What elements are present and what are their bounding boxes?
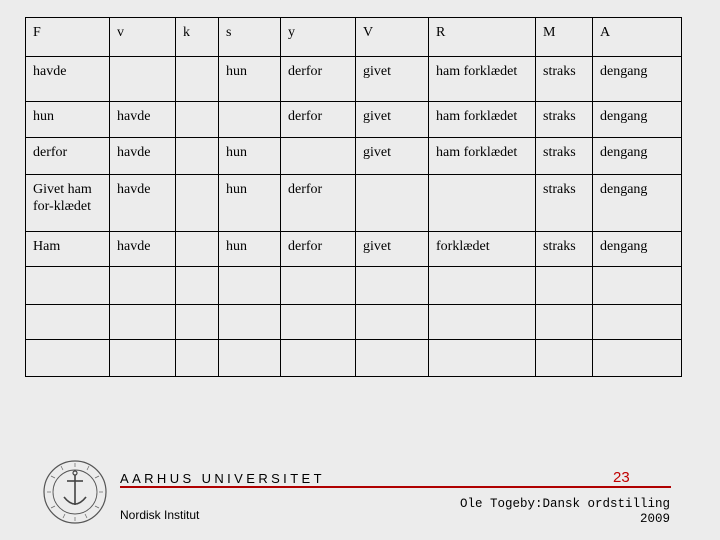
university-seal-icon bbox=[42, 459, 108, 525]
table-cell bbox=[429, 304, 536, 339]
table-row bbox=[26, 138, 682, 175]
table-cell bbox=[176, 304, 219, 339]
table-cell: havde bbox=[110, 138, 176, 175]
table-cell bbox=[219, 304, 281, 339]
table-cell: havde bbox=[110, 231, 176, 266]
table-cell bbox=[536, 340, 593, 377]
table-header-row bbox=[26, 18, 682, 57]
table-cell bbox=[219, 267, 281, 305]
table-cell bbox=[281, 340, 356, 377]
table-cell bbox=[593, 304, 682, 339]
header-cell: R bbox=[429, 18, 536, 57]
table-cell bbox=[176, 138, 219, 175]
table-cell: givet bbox=[356, 138, 429, 175]
table-cell: derfor bbox=[281, 101, 356, 138]
table-cell bbox=[110, 304, 176, 339]
table-row bbox=[26, 231, 682, 266]
page-number: 23 bbox=[613, 469, 630, 486]
table-cell bbox=[176, 267, 219, 305]
table-cell: ham forklædet bbox=[429, 56, 536, 101]
table-cell: Ham bbox=[26, 231, 110, 266]
table-cell: straks bbox=[536, 101, 593, 138]
table-cell: hun bbox=[219, 138, 281, 175]
table-cell bbox=[110, 340, 176, 377]
table-cell bbox=[593, 267, 682, 305]
header-cell: k bbox=[176, 18, 219, 57]
year-line: 2009 bbox=[639, 512, 670, 526]
table-row bbox=[26, 56, 682, 101]
table-cell: dengang bbox=[593, 101, 682, 138]
table-cell: Givet ham for-klædet bbox=[26, 174, 110, 231]
header-cell: M bbox=[536, 18, 593, 57]
table-cell: havde bbox=[110, 101, 176, 138]
header-cell: s bbox=[219, 18, 281, 57]
table-cell: straks bbox=[536, 56, 593, 101]
table-cell bbox=[429, 340, 536, 377]
table-cell bbox=[429, 174, 536, 231]
table-row bbox=[26, 340, 682, 377]
table-cell bbox=[176, 56, 219, 101]
table-cell bbox=[26, 340, 110, 377]
table-cell bbox=[356, 267, 429, 305]
table-cell bbox=[219, 101, 281, 138]
header-cell: y bbox=[281, 18, 356, 57]
table-cell: straks bbox=[536, 231, 593, 266]
table-cell bbox=[356, 340, 429, 377]
table-cell bbox=[176, 340, 219, 377]
table-cell bbox=[176, 174, 219, 231]
table-cell: dengang bbox=[593, 56, 682, 101]
table-cell: havde bbox=[26, 56, 110, 101]
table-cell: ham forklædet bbox=[429, 138, 536, 175]
table-cell bbox=[281, 138, 356, 175]
table-cell bbox=[26, 304, 110, 339]
table-cell bbox=[536, 267, 593, 305]
header-cell: V bbox=[356, 18, 429, 57]
university-name: AARHUS UNIVERSITET bbox=[120, 471, 325, 486]
table-cell bbox=[429, 267, 536, 305]
table-cell bbox=[536, 304, 593, 339]
table-cell: hun bbox=[219, 174, 281, 231]
table-cell: hun bbox=[219, 231, 281, 266]
table-cell: givet bbox=[356, 231, 429, 266]
table-cell: derfor bbox=[281, 56, 356, 101]
table-cell: hun bbox=[26, 101, 110, 138]
table-cell bbox=[110, 267, 176, 305]
table-cell bbox=[356, 304, 429, 339]
header-cell: F bbox=[26, 18, 110, 57]
table-cell: straks bbox=[536, 138, 593, 175]
author-line: Ole Togeby:Dansk ordstilling bbox=[459, 497, 670, 511]
footer-divider bbox=[120, 486, 671, 488]
table-row bbox=[26, 174, 682, 231]
table-cell: forklædet bbox=[429, 231, 536, 266]
table-row bbox=[26, 101, 682, 138]
table-cell: givet bbox=[356, 101, 429, 138]
table-cell bbox=[110, 56, 176, 101]
table-cell: derfor bbox=[281, 231, 356, 266]
table-cell: derfor bbox=[26, 138, 110, 175]
table-cell bbox=[593, 340, 682, 377]
table-cell: ham forklædet bbox=[429, 101, 536, 138]
table-cell: dengang bbox=[593, 174, 682, 231]
table-cell: derfor bbox=[281, 174, 356, 231]
institute-name: Nordisk Institut bbox=[120, 508, 200, 522]
table-cell: dengang bbox=[593, 231, 682, 266]
table-cell bbox=[219, 340, 281, 377]
table-cell: givet bbox=[356, 56, 429, 101]
header-cell: A bbox=[593, 18, 682, 57]
table-cell: dengang bbox=[593, 138, 682, 175]
table-row bbox=[26, 267, 682, 305]
table-cell: hun bbox=[219, 56, 281, 101]
field-scheme-table bbox=[25, 17, 682, 377]
header-cell: v bbox=[110, 18, 176, 57]
table-cell: havde bbox=[110, 174, 176, 231]
table-cell bbox=[26, 267, 110, 305]
table-cell bbox=[281, 267, 356, 305]
author-credit bbox=[460, 497, 670, 527]
table-cell bbox=[176, 101, 219, 138]
table-cell bbox=[281, 304, 356, 339]
table-cell: straks bbox=[536, 174, 593, 231]
table-cell bbox=[176, 231, 219, 266]
table-cell bbox=[356, 174, 429, 231]
table-row bbox=[26, 304, 682, 339]
